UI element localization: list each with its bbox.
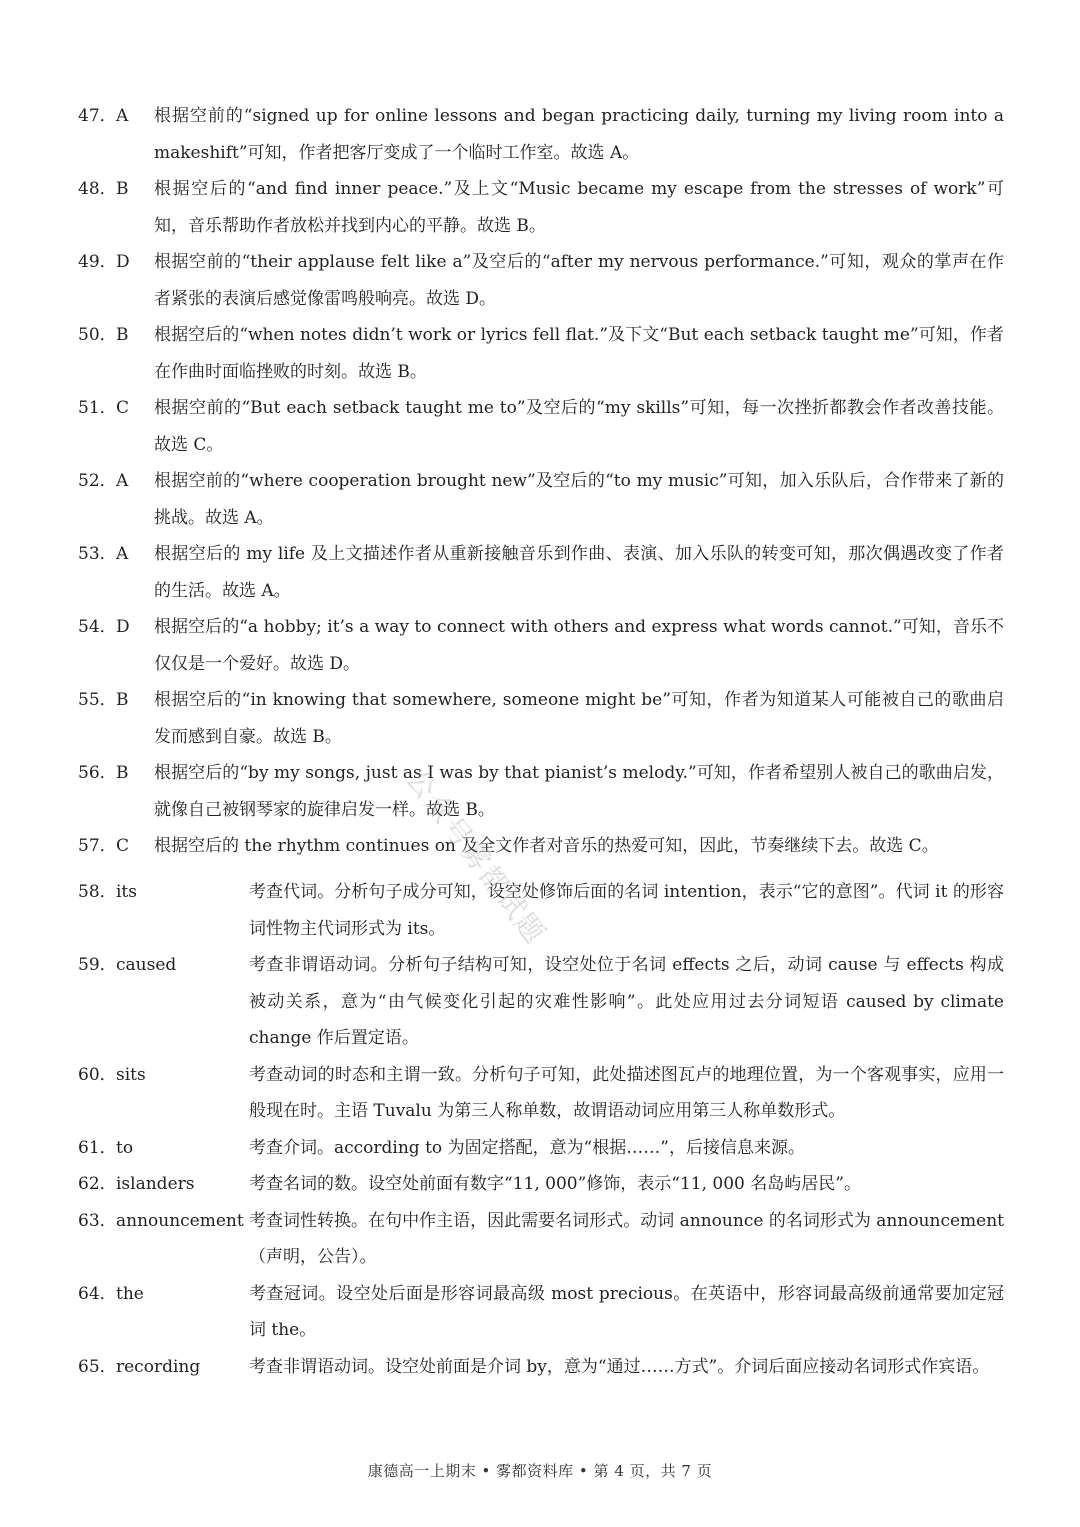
answer-letter: B xyxy=(116,690,129,710)
answer-explanation: 根据空后的“by my songs, just as I was by that pianist’s melody.”可知，作者希望别人被自己的歌曲启发，就像自己被钢琴家的旋律启发一样。故选 B。 xyxy=(154,763,1004,820)
question-number: 53． xyxy=(78,544,117,564)
answer-item-52 xyxy=(78,463,1004,536)
question-number: 47． xyxy=(78,106,117,126)
answer-item-57 xyxy=(78,828,1004,865)
answer-word: recording xyxy=(116,1356,201,1377)
question-number: 63． xyxy=(78,1210,117,1231)
answer-letter: A xyxy=(116,106,129,126)
answer-word: sits xyxy=(116,1064,146,1085)
question-number: 56． xyxy=(78,763,117,783)
answer-item-50 xyxy=(78,317,1004,390)
question-number: 57． xyxy=(78,836,117,856)
answer-letter: C xyxy=(116,836,130,856)
answer-explanation: 根据空前的“their applause felt like a”及空后的“after my nervous performance.”可知，观众的掌声在作者紧张的表演后感觉像雷鸣般响亮。故选 D。 xyxy=(154,252,1004,309)
answer-letter: B xyxy=(116,325,129,345)
question-number: 55． xyxy=(78,690,117,710)
answer-item-65 xyxy=(78,1349,1004,1386)
answer-letter: B xyxy=(116,763,129,783)
answer-item-59 xyxy=(78,947,1004,1057)
answer-explanation: 考查词性转换。在句中作主语，因此需要名词形式。动词 announce 的名词形式为 announcement（声明，公告）。 xyxy=(249,1210,1004,1267)
question-number: 60． xyxy=(78,1064,117,1085)
answer-item-55 xyxy=(78,682,1004,755)
question-number: 52． xyxy=(78,471,117,491)
answer-item-56 xyxy=(78,755,1004,828)
watermark-text: 公众号雾都试题 xyxy=(399,763,553,951)
question-number: 58． xyxy=(78,882,117,902)
answer-item-54 xyxy=(78,609,1004,682)
question-number: 54． xyxy=(78,617,117,637)
answer-explanation: 根据空后的“and find inner peace.”及上文“Music became my escape from the stresses of work”可知，音乐帮助作者放松并找到内心的平静。故选 B。 xyxy=(154,179,1004,236)
answer-item-48 xyxy=(78,171,1004,244)
answer-item-49 xyxy=(78,244,1004,317)
question-number: 48． xyxy=(78,179,117,199)
answer-explanation: 根据空后的 my life 及上文描述作者从重新接触音乐到作曲、表演、加入乐队的转变可知，那次偶遇改变了作者的生活。故选 A。 xyxy=(154,544,1004,601)
answer-word: to xyxy=(116,1137,134,1158)
answer-explanation: 根据空后的“when notes didn’t work or lyrics fell flat.”及下文“But each setback taught me”可知，作者在作曲时面临挫败的时刻。故选 B。 xyxy=(154,325,1004,382)
answer-explanation: 根据空后的“a hobby; it’s a way to connect with others and express what words cannot.”可知，音乐不仅仅是一个爱好。故选 D。 xyxy=(154,617,1004,674)
answer-letter: C xyxy=(116,398,130,418)
question-number: 65． xyxy=(78,1356,117,1377)
answer-explanation: 考查非谓语动词。分析句子结构可知，设空处位于名词 effects 之后，动词 cause 与 effects 构成被动关系，意为“由气候变化引起的灾难性影响”。此处应用过去分词短语 caused by climate change 作后置定语。 xyxy=(249,955,1004,1048)
question-number: 61． xyxy=(78,1137,117,1158)
page-footer: 康德高一上期末 • 雾都资料库 • 第 4 页，共 7 页 xyxy=(367,1462,713,1480)
question-number: 50． xyxy=(78,325,117,345)
answer-letter: B xyxy=(116,179,129,199)
answer-explanation: 根据空前的“where cooperation brought new”及空后的“to my music”可知，加入乐队后，合作带来了新的挑战。故选 A。 xyxy=(154,471,1004,528)
answer-explanation: 根据空后的 the rhythm continues on 及全文作者对音乐的热爱可知，因此，节奏继续下去。故选 C。 xyxy=(154,836,939,856)
answer-item-63 xyxy=(78,1203,1004,1276)
question-number: 51． xyxy=(78,398,117,418)
answer-word: announcement xyxy=(116,1210,244,1231)
answer-item-61 xyxy=(78,1130,1004,1167)
answer-item-60 xyxy=(78,1057,1004,1130)
answer-explanation: 根据空后的“in knowing that somewhere, someone might be”可知，作者为知道某人可能被自己的歌曲启发而感到自豪。故选 B。 xyxy=(154,690,1004,747)
answer-explanation: 考查动词的时态和主谓一致。分析句子可知，此处描述图瓦卢的地理位置，为一个客观事实，应用一般现在时。主语 Tuvalu 为第三人称单数，故谓语动词应用第三人称单数形式。 xyxy=(249,1064,1004,1121)
answer-word: the xyxy=(116,1283,144,1304)
answer-item-62 xyxy=(78,1166,1004,1203)
answer-explanation: 考查冠词。设空处后面是形容词最高级 most precious。在英语中，形容词最高级前通常要加定冠词 the。 xyxy=(249,1283,1004,1340)
answer-item-64 xyxy=(78,1276,1004,1349)
answer-explanation: 根据空前的“But each setback taught me to”及空后的“my skills”可知，每一次挫折都教会作者改善技能。故选 C。 xyxy=(154,398,1004,455)
answer-word: caused xyxy=(116,955,177,975)
answer-explanation: 根据空前的“signed up for online lessons and began practicing daily, turning my living room into a makeshift”可知，作者把客厅变成了一个临时工作室。故选 A。 xyxy=(154,106,1004,163)
answer-explanation: 考查介词。according to 为固定搭配，意为“根据……”，后接信息来源。 xyxy=(249,1137,805,1158)
answer-letter: A xyxy=(116,471,129,491)
question-number: 59． xyxy=(78,955,117,975)
answer-explanation: 考查名词的数。设空处前面有数字“11, 000”修饰，表示“11, 000 名岛屿居民”。 xyxy=(249,1174,861,1194)
answer-letter: A xyxy=(116,544,129,564)
answer-item-51 xyxy=(78,390,1004,463)
answer-item-47 xyxy=(78,98,1004,171)
question-number: 62． xyxy=(78,1174,117,1194)
cloze-answers-section xyxy=(78,98,1004,865)
question-number: 49． xyxy=(78,252,117,272)
grammar-fill-answers-section xyxy=(78,874,1004,1385)
answer-word: islanders xyxy=(116,1174,195,1194)
answer-letter: D xyxy=(116,617,130,637)
question-number: 64． xyxy=(78,1283,117,1304)
answer-explanation: 考查非谓语动词。设空处前面是介词 by，意为“通过……方式”。介词后面应接动名词形式作宾语。 xyxy=(249,1356,990,1377)
answer-explanation: 考查代词。分析句子成分可知，设空处修饰后面的名词 intention，表示“它的意图”。代词 it 的形容词性物主代词形式为 its。 xyxy=(249,882,1004,939)
answer-word: its xyxy=(116,882,137,902)
answer-letter: D xyxy=(116,252,130,272)
answer-item-53 xyxy=(78,536,1004,609)
